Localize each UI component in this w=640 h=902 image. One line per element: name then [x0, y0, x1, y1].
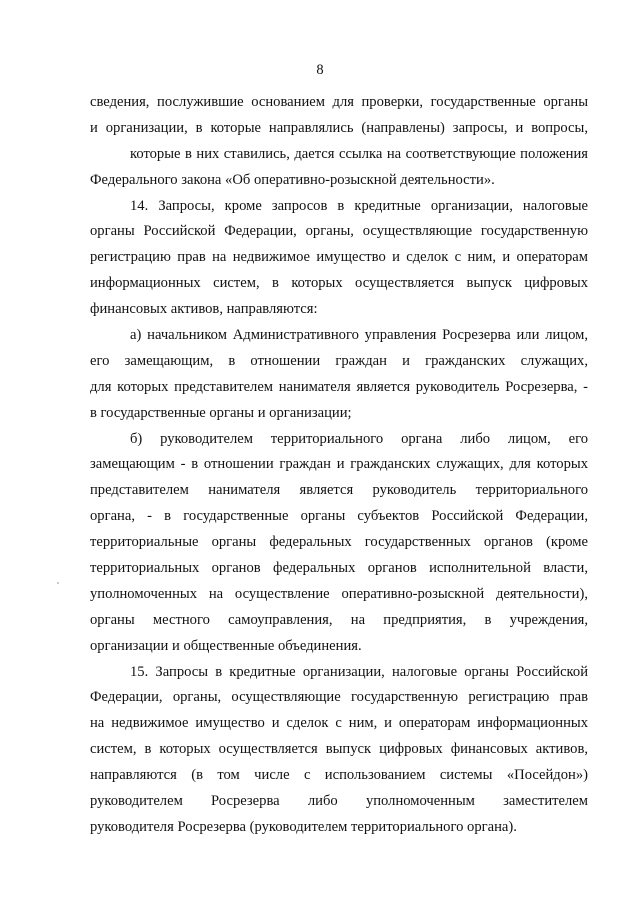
text-line: территориальные органы федеральных государственных органов (кроме — [90, 534, 588, 551]
text-line: на недвижимое имущество и сделок с ним, и операторам информационных — [90, 715, 588, 732]
text-line: а) начальником Административного управления Росрезерва или лицом, — [130, 327, 588, 344]
text-line: сведения, послужившие основанием для проверки, государственные органы — [90, 94, 588, 110]
text-line: организации и общественные объединения. — [90, 637, 362, 654]
text-line: информационных систем, в которых осуществляется выпуск цифровых — [90, 275, 588, 292]
text-line: Федерального закона «Об оперативно-розыскной деятельности». — [90, 171, 495, 188]
text-line: руководителя Росрезерва (руководителем территориального органа). — [90, 818, 517, 835]
text-line: финансовых активов, направляются: — [90, 301, 318, 318]
scan-speck — [57, 582, 59, 584]
page-number: 8 — [316, 62, 324, 78]
text-line: уполномоченных на осуществление оперативно-розыскной деятельности), — [90, 585, 588, 602]
text-line: 15. Запросы в кредитные организации, налоговые органы Российской — [130, 663, 588, 680]
text-line: в государственные органы и организации; — [90, 404, 352, 421]
document-body — [90, 90, 588, 841]
text-line: органы Российской Федерации, органы, осуществляющие государственную — [90, 223, 588, 240]
paragraph-14b — [90, 427, 588, 660]
paragraph-15 — [90, 660, 588, 841]
text-line: органа, - в государственные органы субъектов Российской Федерации, — [90, 508, 588, 525]
text-line: и организации, в которые направлялись (направлены) запросы, и вопросы, — [90, 119, 588, 136]
text-line: регистрацию прав на недвижимое имущество и сделок с ним, и операторам — [90, 249, 588, 266]
text-line: органы местного самоуправления, на предприятия, в учреждения, — [90, 611, 588, 628]
text-line: территориальных органов федеральных органов исполнительной власти, — [90, 560, 588, 577]
text-line: представителем нанимателя является руководитель территориального — [90, 482, 588, 499]
text-line: Федерации, органы, осуществляющие государственную регистрацию прав — [90, 689, 588, 706]
text-line: для которых представителем нанимателя является руководитель Росрезерва, - — [90, 378, 588, 395]
paragraph-continuation — [90, 90, 588, 194]
text-line: которые в них ставились, дается ссылка на соответствующие положения — [130, 145, 588, 162]
paragraph-14 — [90, 194, 588, 323]
text-line: руководителем Росрезерва либо уполномоченным заместителем — [90, 793, 588, 810]
text-line: б) руководителем территориального органа либо лицом, его — [130, 430, 588, 447]
text-line: систем, в которых осуществляется выпуск цифровых финансовых активов, — [90, 741, 588, 758]
paragraph-14a — [90, 323, 588, 427]
text-line: 14. Запросы, кроме запросов в кредитные организации, налоговые — [130, 197, 588, 214]
text-line: его замещающим, в отношении граждан и гражданских служащих, — [90, 352, 588, 369]
text-line: направляются (в том числе с использованием системы «Посейдон») — [90, 767, 588, 784]
text-line: замещающим - в отношении граждан и гражданских служащих, для которых — [90, 456, 588, 473]
